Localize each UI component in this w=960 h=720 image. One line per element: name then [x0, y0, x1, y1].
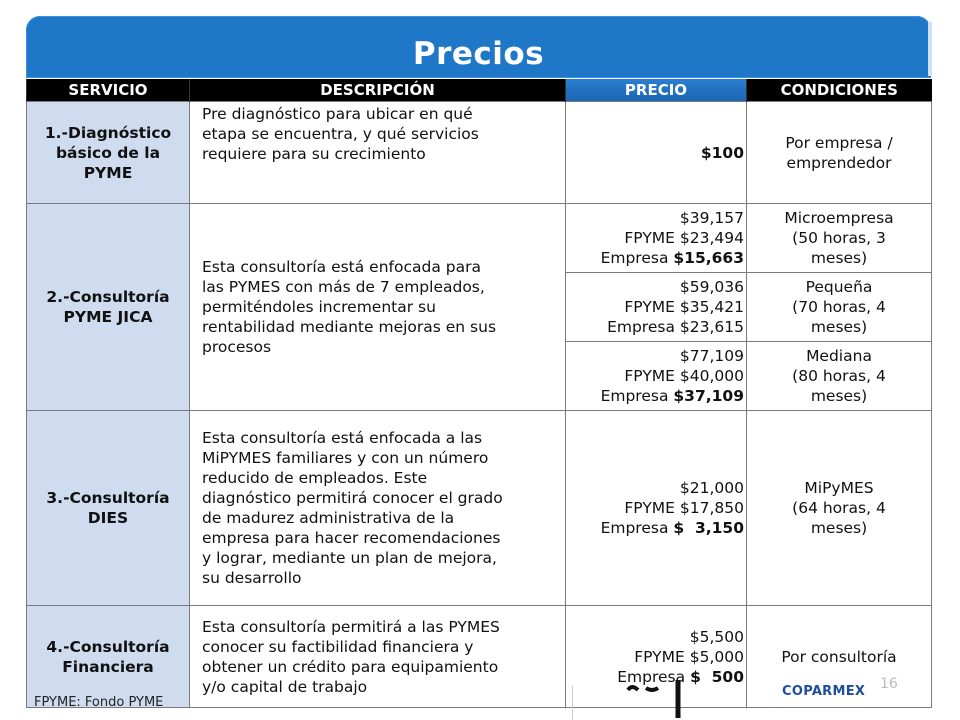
conditions-line: Mediana [806, 347, 872, 365]
table-row [27, 102, 932, 204]
header-service: SERVICIO [27, 79, 190, 102]
header-price: PRECIO [566, 79, 747, 102]
table-row [27, 204, 932, 273]
header-row [27, 79, 932, 102]
price-empresa-label: Empresa [600, 519, 669, 537]
price-total: $77,109 [679, 347, 744, 365]
service-cell [27, 411, 190, 606]
description-line: procesos [202, 338, 272, 356]
conditions-line: Por consultoría [781, 647, 897, 666]
description-cell [190, 606, 566, 708]
description-line: y lograr, mediante un plan de mejora, [202, 549, 497, 567]
conditions-line: (70 horas, 4 [792, 298, 886, 316]
description-line: reducido de empleados. Este [202, 469, 428, 487]
description-line: requiere para su crecimiento [202, 145, 426, 163]
title-bar [26, 16, 931, 78]
brand-logo: COPARMEX [782, 684, 866, 699]
price-empresa: $ 3,150 [673, 519, 744, 537]
service-cell [27, 102, 190, 204]
description-line: permiténdoles incrementar su [202, 298, 436, 316]
price-fpyme-label: FPYME [634, 647, 685, 666]
service-line: 1.-Diagnóstico [44, 123, 172, 142]
service-line: 3.-Consultoría [46, 489, 170, 507]
header-description: DESCRIPCIÓN [190, 79, 566, 102]
conditions-line: meses) [810, 249, 868, 267]
footnote: FPYME: Fondo PYME [34, 695, 164, 710]
price-total: $5,500 [689, 627, 744, 646]
service-line: PYME JICA [63, 308, 153, 326]
price-cell [566, 102, 747, 204]
description-line: conocer su factibilidad financiera y [202, 637, 474, 656]
service-line: 4.-Consultoría [46, 637, 170, 656]
conditions-line: meses) [810, 387, 868, 405]
service-cell [27, 204, 190, 411]
conditions-cell [747, 342, 932, 411]
conditions-cell [747, 102, 932, 204]
price-total: $21,000 [679, 479, 744, 497]
price-fpyme-label: FPYME [624, 298, 675, 316]
divider [572, 686, 573, 720]
service-line: básico de la [55, 143, 161, 162]
description-line: su desarrollo [202, 569, 302, 587]
service-line: 2.-Consultoría [46, 288, 170, 306]
conditions-line: (50 horas, 3 [792, 229, 886, 247]
price-empresa: $37,109 [673, 387, 744, 405]
price-fpyme: $5,000 [689, 647, 744, 666]
title-bar-edge [928, 22, 932, 76]
conditions-line: Por empresa / [785, 133, 893, 152]
description-line: Esta consultoría permitirá a las PYMES [202, 617, 500, 636]
price-cell [566, 411, 747, 606]
price-empresa: $ 500 [690, 667, 744, 686]
conditions-line: meses) [810, 318, 868, 336]
service-line: DIES [87, 509, 129, 527]
price-empresa-label: Empresa [600, 387, 669, 405]
price-fpyme-label: FPYME [624, 229, 675, 247]
description-cell [190, 411, 566, 606]
price-cell [566, 342, 747, 411]
price-fpyme-label: FPYME [624, 499, 675, 517]
service-cell [27, 606, 190, 708]
price-empresa: $23,615 [679, 318, 744, 336]
header-conditions: CONDICIONES [747, 79, 932, 102]
description-cell [190, 102, 566, 204]
service-line: PYME [83, 163, 133, 182]
conditions-line: Pequeña [805, 278, 873, 296]
description-line: las PYMES con más de 7 empleados, [202, 278, 485, 296]
price-empresa-label: Empresa [617, 667, 686, 686]
conditions-cell [747, 411, 932, 606]
conditions-line: meses) [810, 519, 868, 537]
conditions-line: MiPyMES [804, 479, 874, 497]
description-cell [190, 204, 566, 411]
price-fpyme: $23,494 [679, 229, 744, 247]
description-line: Pre diagnóstico para ubicar en qué [202, 105, 473, 123]
description-line: y/o capital de trabajo [202, 677, 368, 696]
description-line: diagnóstico permitirá conocer el grado [202, 489, 503, 507]
description-line: rentabilidad mediante mejoras en sus [202, 318, 497, 336]
table-row [27, 411, 932, 606]
description-line: obtener un crédito para equipamiento [202, 657, 499, 676]
conditions-line: Microempresa [784, 209, 894, 227]
price-cell [566, 273, 747, 342]
conditions-line: (80 horas, 4 [792, 367, 886, 385]
description-line: Esta consultoría está enfocada para [202, 258, 481, 276]
description-line: etapa se encuentra, y qué servicios [202, 125, 479, 143]
logo-mark-icon [620, 674, 690, 718]
conditions-cell [747, 204, 932, 273]
description-line: de madurez administrativa de la [202, 509, 455, 527]
service-line: Financiera [62, 657, 154, 676]
conditions-line: emprendedor [786, 153, 892, 172]
price-empresa-label: Empresa [600, 249, 669, 267]
price-total: $39,157 [679, 209, 744, 227]
price-fpyme: $35,421 [679, 298, 744, 316]
conditions-line: (64 horas, 4 [792, 499, 886, 517]
price-total: $59,036 [679, 278, 744, 296]
prices-table [26, 79, 932, 708]
price-cell [566, 204, 747, 273]
description-line: Esta consultoría está enfocada a las [202, 429, 483, 447]
page-number: 16 [880, 676, 898, 692]
price-fpyme: $40,000 [679, 367, 744, 385]
price-fpyme-label: FPYME [624, 367, 675, 385]
price-empresa: $15,663 [673, 249, 744, 267]
conditions-cell [747, 273, 932, 342]
description-line: empresa para hacer recomendaciones [202, 529, 501, 547]
price-empresa-label: Empresa [607, 318, 675, 336]
page-title: Precios [412, 36, 545, 72]
price-value: $100 [700, 143, 744, 162]
price-fpyme: $17,850 [679, 499, 744, 517]
description-line: MiPYMES familiares y con un número [202, 449, 489, 467]
